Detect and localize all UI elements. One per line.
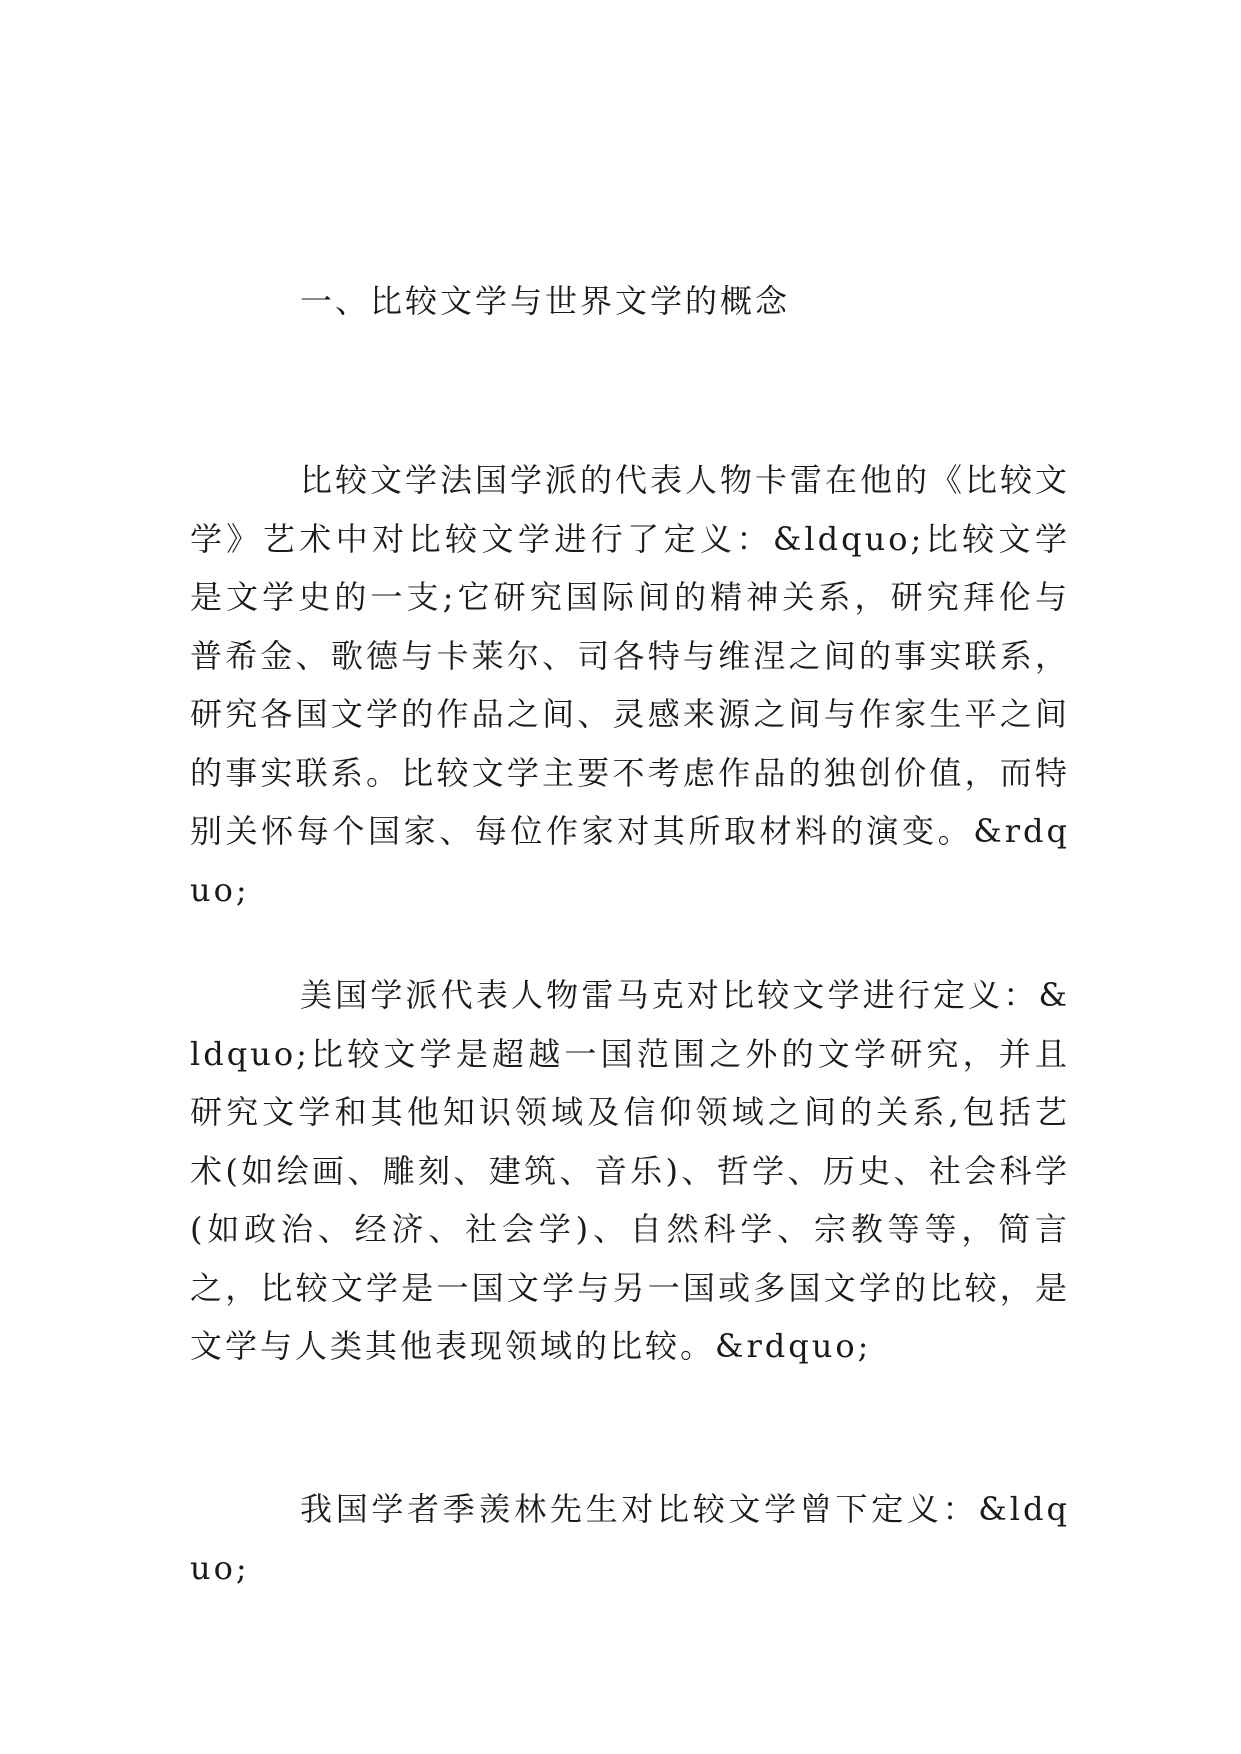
paragraph-american-school: 美国学派代表人物雷马克对比较文学进行定义：&ldquo;比较文学是超越一国范围之外的文学研究，并且研究文学和其他知识领域及信仰领域之间的关系,包括艺术(如绘画、雕刻、建筑、音乐)、哲学、历史、社会科学(如政治、经济、社会学)、自然科学、宗教等等，简言之，比较文学是一国文学与另一国或多国文学的比较，是文学与人类其他表现领域的比较。&rdquo; [190, 976, 1070, 1365]
paragraph-french-school: 比较文学法国学派的代表人物卡雷在他的《比较文学》艺术中对比较文学进行了定义：&ldquo;比较文学是文学史的一支;它研究国际间的精神关系，研究拜伦与普希金、歌德与卡莱尔、司各特与维涅之间的事实联系，研究各国文学的作品之间、灵感来源之间与作家生平之间的事实联系。比较文学主要不考虑作品的独创价值，而特别关怀每个国家、每位作家对其所取材料的演变。&rdquo; [190, 461, 1071, 909]
paragraph-ji-xianlin: 我国学者季羡林先生对比较文学曾下定义：&ldquo; [190, 1490, 1070, 1587]
section-heading: 一、比较文学与世界文学的概念 [300, 282, 791, 320]
